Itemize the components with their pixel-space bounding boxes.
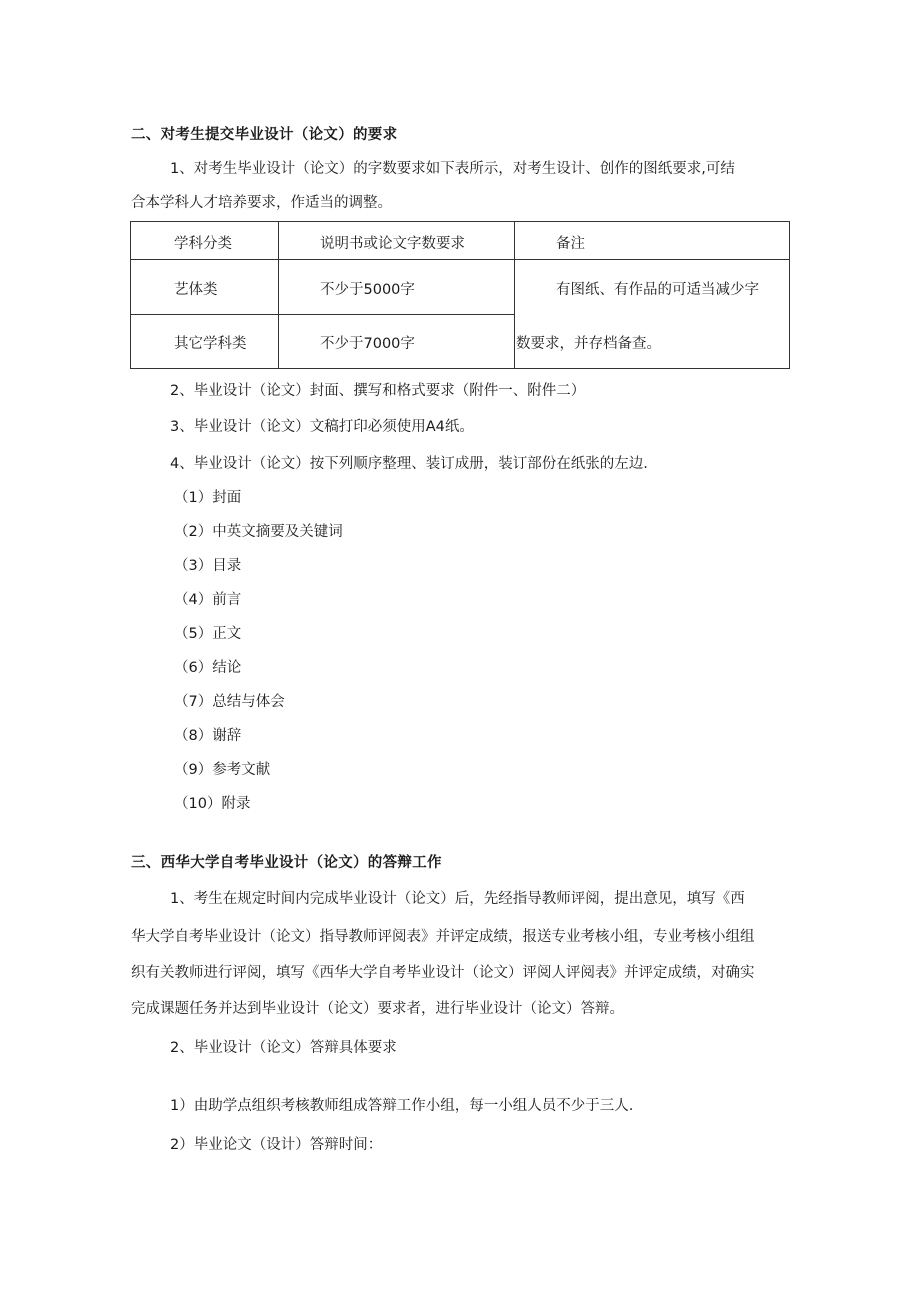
section3-heading: 三、西华大学自考毕业设计（论文）的答辩工作 <box>131 855 442 871</box>
table-row2-requirement: 不少于7000字 <box>320 336 415 352</box>
table-col-divider-1 <box>278 221 279 369</box>
order-list-item: （8）谢辞 <box>174 728 242 744</box>
order-list-item: （3）目录 <box>174 558 242 574</box>
order-list-item: （9）参考文献 <box>174 762 271 778</box>
section2-item2: 2、毕业设计（论文）封面、撰写和格式要求（附件一、附件二） <box>170 383 586 399</box>
table-row2-category: 其它学科类 <box>174 336 247 352</box>
table-header-note: 备注 <box>556 236 585 252</box>
section3-para1-line2: 华大学自考毕业设计（论文）指导教师评阅表》并评定成绩，报送专业考核小组，专业考核小组组 <box>131 929 755 945</box>
section2-item3: 3、毕业设计（论文）文稿打印必须使用A4纸。 <box>170 419 474 435</box>
section2-para1-line1: 1、对考生毕业设计（论文）的字数要求如下表所示，对考生设计、创作的图纸要求,可结 <box>170 161 735 177</box>
table-border-right <box>789 221 790 369</box>
order-list-item: （7）总结与体会 <box>174 694 285 710</box>
table-header-divider <box>130 259 790 260</box>
table-header-category: 学科分类 <box>174 236 232 252</box>
section2-heading: 二、对考生提交毕业设计（论文）的要求 <box>131 127 398 143</box>
table-row-divider <box>130 314 515 315</box>
table-border-bottom <box>130 368 790 369</box>
order-list-item: （1）封面 <box>174 490 242 506</box>
table-border-left <box>130 221 131 369</box>
table-col-divider-2 <box>514 221 515 369</box>
section3-para2: 2、毕业设计（论文）答辩具体要求 <box>170 1040 397 1056</box>
order-list-item: （2）中英文摘要及关键词 <box>174 524 343 540</box>
section3-sub1: 1）由助学点组织考核教师组成答辩工作小组，每一小组人员不少于三人. <box>170 1098 634 1114</box>
table-note-line1: 有图纸、有作品的可适当减少字 <box>556 282 759 298</box>
section3-para1-line1: 1、考生在规定时间内完成毕业设计（论文）后，先经指导教师评阅，提出意见，填写《西 <box>170 891 745 907</box>
table-row1-category: 艺体类 <box>174 282 218 298</box>
table-note-line2: 数要求，并存档备查。 <box>516 336 661 352</box>
order-list-item: （6）结论 <box>174 660 242 676</box>
order-list-item: （4）前言 <box>174 592 242 608</box>
table-header-requirement: 说明书或论文字数要求 <box>320 236 465 252</box>
order-list-item: （5）正文 <box>174 626 242 642</box>
section3-para1-line3: 织有关教师进行评阅，填写《西华大学自考毕业设计（论文）评阅人评阅表》并评定成绩，对确实 <box>131 965 755 981</box>
section2-item4: 4、毕业设计（论文）按下列顺序整理、装订成册，装订部份在纸张的左边. <box>170 456 648 472</box>
order-list-item: （10）附录 <box>174 796 251 812</box>
section2-para1-line2: 合本学科人才培养要求，作适当的调整。 <box>131 195 392 211</box>
table-border-top <box>130 221 790 222</box>
table-row1-requirement: 不少于5000字 <box>320 282 415 298</box>
section3-sub2: 2）毕业论文（设计）答辩时间： <box>170 1137 383 1153</box>
word-count-table <box>130 221 790 369</box>
section3-para1-line4: 完成课题任务并达到毕业设计（论文）要求者，进行毕业设计（论文）答辩。 <box>131 1001 624 1017</box>
